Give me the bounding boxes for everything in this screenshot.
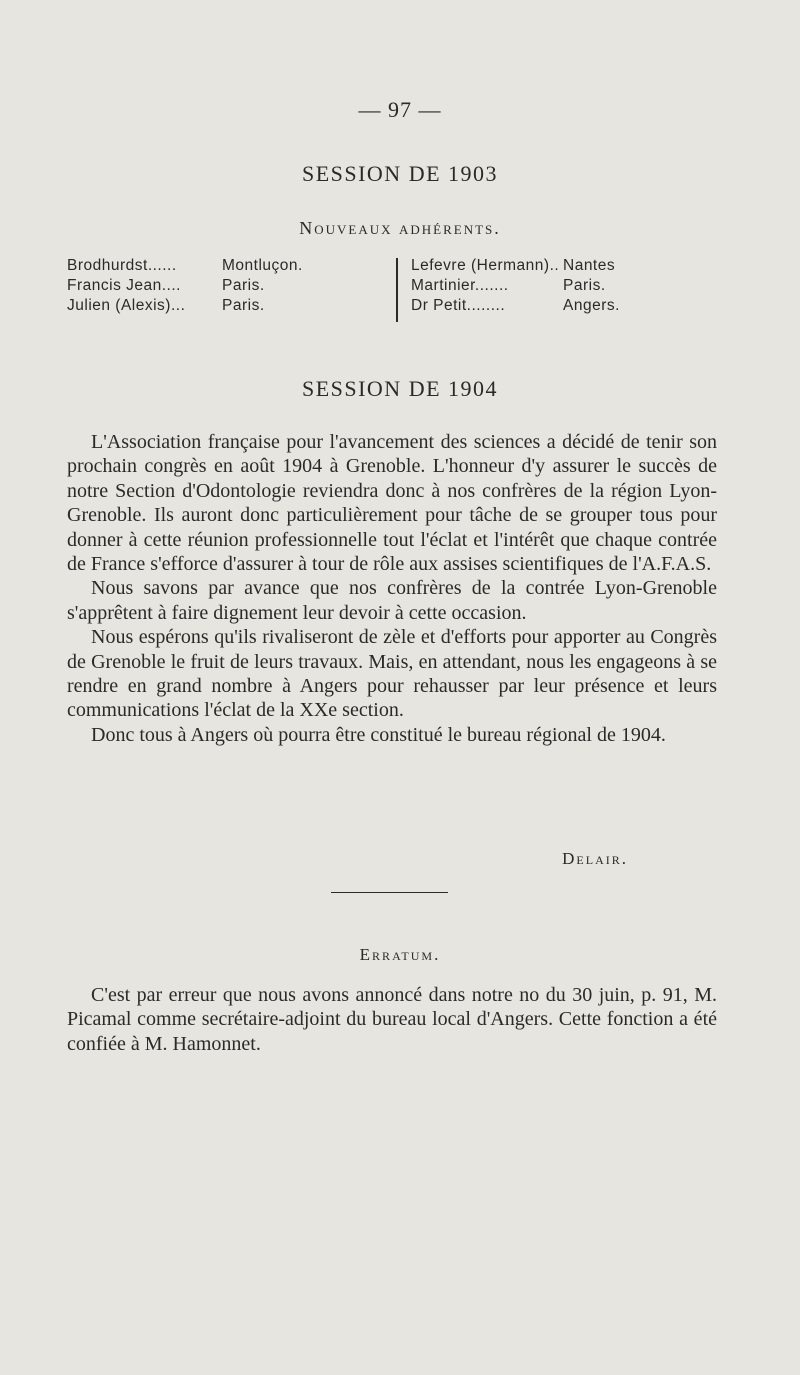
member-place: Nantes [563,257,616,274]
member-name: Martinier....... [411,277,509,294]
member-place: Paris. [222,297,265,314]
body-paragraph: Nous savons par avance que nos confrères de la contrée Lyon-Grenoble s'apprêtent à faire dignement leur devoir à cette occasion. [67,577,717,624]
new-members-subtitle: Nouveaux adhérents. [299,218,501,238]
session-1903-title: SESSION DE 1903 [301,161,499,186]
member-entry [67,256,387,276]
member-entry [67,296,387,316]
member-place: Angers. [563,297,620,314]
erratum-title: Erratum. [359,945,441,964]
section-rule [331,892,448,893]
member-entry [67,276,387,296]
erratum-paragraph: C'est par erreur que nous avons annoncé dans notre no du 30 juin, p. 91, M. Picamal comme secrétaire-adjoint du bureau local d'Angers. Cette fonction a été confiée à M. Hamonnet. [67,984,717,1055]
body-paragraph: Donc tous à Angers où pourra être constitué le bureau régional de 1904. [91,723,666,746]
member-place: Paris. [563,277,606,294]
member-entry [411,296,731,316]
erratum-body [67,983,717,1056]
signature: Delair. [562,849,628,868]
member-place: Paris. [222,277,265,294]
members-left-column [67,256,387,316]
member-name: Brodhurdst...... [67,257,177,274]
session-1904-title: SESSION DE 1904 [301,376,499,401]
new-members-list [0,256,800,326]
member-name: Francis Jean.... [67,277,181,294]
member-name: Julien (Alexis)... [67,297,186,314]
page-number: — 97 — [358,97,442,122]
member-name: Dr Petit........ [411,297,506,314]
session-1904-body [67,430,717,747]
body-paragraph: L'Association française pour l'avancement des sciences a décidé de tenir son prochain congrès en août 1904 à Grenoble. L'honneur d'y assurer le succès de notre Section d'Odontologie reviendra donc à nos confrères de la région Lyon-Grenoble. Ils auront donc particulièrement pour tâche de se grouper tous pour donner à cette réunion professionnelle tout l'éclat et l'intérêt que chaque contrée de France s'efforce d'assurer à tour de rôle aux assises scientifiques de l'A.F.A.S. [67,431,717,576]
member-place: Montluçon. [222,257,303,274]
member-entry [411,256,731,276]
member-name: Lefevre (Hermann).. [411,257,560,274]
body-paragraph: Nous espérons qu'ils rivaliseront de zèle et d'efforts pour apporter au Congrès de Grenoble le fruit de leurs travaux. Mais, en attendant, nous les engageons à se rendre en grand nombre à Angers pour rehausser par leur présence et leurs communications l'éclat de la XXe section. [67,626,717,722]
member-entry [411,276,731,296]
members-right-column [411,256,731,316]
column-divider [396,258,398,322]
